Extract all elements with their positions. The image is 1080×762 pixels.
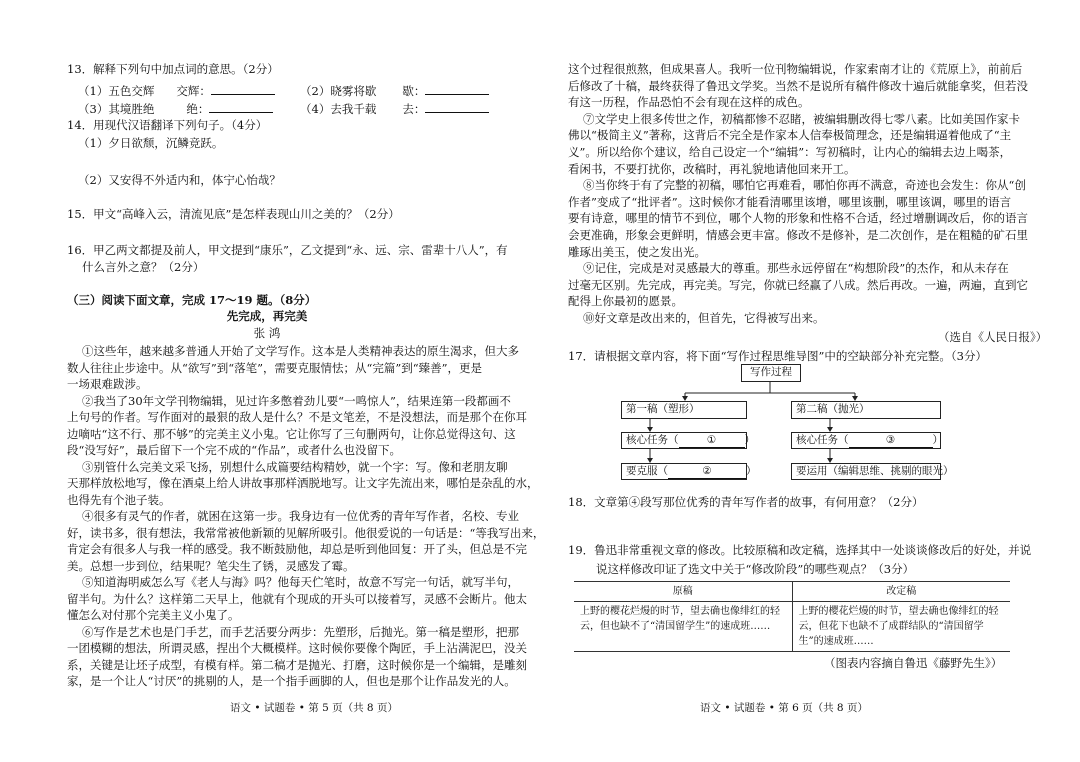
paragraph-line: ⑨记住，完成是对灵感最大的尊重。那些永远停留在“构想阶段”的杰作，和从未存在 xyxy=(583,261,1009,276)
blank-2[interactable]: ② xyxy=(668,464,746,479)
revision-comparison-table xyxy=(574,581,1010,652)
q13-item-1: （1）五色交辉 交辉： xyxy=(78,82,275,99)
mindmap-second-draft: 第二稿（抛光） xyxy=(791,401,941,419)
q18: 18．文章第④段写那位优秀的青年写作者的故事，有何用意？（2分） xyxy=(568,495,924,509)
mindmap-second-draft-use: 要运用（编辑思维、挑剔的眼光） xyxy=(791,463,941,480)
paragraph-line: 边嘀咕“这不行、那不够”的完美主义小鬼。它让你写了三句删两句，让你总觉得这句、这 xyxy=(67,426,516,441)
table-source: （图表内容摘自鲁迅《藤野先生》） xyxy=(824,656,1003,670)
blank-3[interactable]: ③ xyxy=(849,433,933,448)
paragraph-line: 配得上你最初的愿景。 xyxy=(568,294,683,309)
answer-blank[interactable] xyxy=(425,100,489,113)
answer-blank[interactable] xyxy=(209,100,273,113)
article-title: 先完成，再完美 xyxy=(226,309,308,323)
mindmap-first-draft: 第一稿（塑形） xyxy=(621,401,747,419)
q13-item-4: （4）去我千载 去： xyxy=(300,100,489,117)
paragraph-line: 系，关键是让坯子成型，有模有样。第二稿才是抛光、打磨，这时候你是一个编辑，是雕刻 xyxy=(67,657,527,672)
table-cell-original: 上野的樱花烂熳的时节，望去确也像绯红的轻云，但也缺不了“清国留学生”的速成班…… xyxy=(574,602,792,652)
paragraph-line: ①这些年，越来越多普通人开始了文学写作。这本是人类精神表达的原生渴求，但大多 xyxy=(82,344,519,358)
paragraph-line: 也得先有个池子装。 xyxy=(67,492,171,507)
q13-item-3: （3）其境胜绝 绝： xyxy=(78,100,273,117)
q14-stem: 14．用现代汉语翻译下列句子。（4分） xyxy=(67,118,268,132)
answer-blank[interactable] xyxy=(425,82,489,95)
q19-line-2: 说这样修改印证了选文中关于“修改阶段”的哪些观点？（3分） xyxy=(596,562,915,576)
table-cell-final: 上野的樱花烂熳的时节，望去确也像绯红的轻云，但花下也缺不了成群结队的“清国留学生”的速成班…… xyxy=(792,602,1010,652)
q16-line-1: 16．甲乙两文都提及前人，甲文提到“康乐”，乙文提到“永、远、宗、雷辈十八人”，有 xyxy=(67,243,508,257)
page-footer: 语文 • 试题卷 • 第 6 页（共 8 页） xyxy=(700,702,868,714)
paragraph-line: 上句号的作者。写作面对的最狠的敌人是什么？不是文笔差，不是没想法，而是那个在你耳 xyxy=(67,410,527,424)
q14-sentence-1: （1）夕日欲颓，沉鳞竞跃。 xyxy=(78,136,224,150)
paragraph-line: 要有诗意，哪里的情节不到位，哪个人物的形象和性格不合适，经过增删调改后，你的语言 xyxy=(568,211,1028,226)
paragraph-line: 懂怎么对付那个完美主义小鬼了。 xyxy=(67,608,240,622)
mindmap-first-draft-overcome: 要克服（ ② ） xyxy=(621,463,747,480)
paragraph-line: 好，读书多，很有想法，我常常被他新颖的见解所吸引。他很爱说的一句话是：“等我写出来， xyxy=(67,525,545,540)
q16-line-2: 什么言外之意？（2分） xyxy=(82,260,205,274)
paragraph-line: 段“没写好”，最后留下一个完不成的“作品”，或者什么也没留下。 xyxy=(67,443,402,457)
paragraph-line: ⑩好文章是改出来的，但首先，它得被写出来。 xyxy=(583,311,825,325)
paragraph-line: 雕琢出美玉，使之发出光。 xyxy=(568,244,706,259)
paragraph-line: ⑥写作是艺术也是门手艺，而手艺活要分两步：先塑形，后抛光。第一稿是塑形，把那 xyxy=(82,624,519,639)
q17: 17．请根据文章内容，将下面“写作过程思维导图”中的空缺部分补充完整。（3分） xyxy=(568,349,987,363)
paragraph-line: 看闲书，不要打扰你，改稿时，再礼貌地请他回来开工。 xyxy=(568,161,856,176)
q15: 15．甲文“高峰入云，清流见底”是怎样表现山川之美的？（2分） xyxy=(67,207,400,221)
table-header-original: 原稿 xyxy=(574,582,792,602)
answer-blank[interactable] xyxy=(211,82,275,95)
paragraph-line: 肯定会有很多人与我一样的感受。我不断鼓励他，却总是听到他回复：开了头，但总是不完 xyxy=(67,542,527,556)
mindmap-root: 写作过程 xyxy=(741,364,801,382)
q19-line-1: 19．鲁迅非常重视文章的修改。比较原稿和改定稿，选择其中一处谈谈修改后的好处，并说 xyxy=(568,543,1032,557)
paragraph-line: 佛以“极简主义”著称，这背后不完全是作家本人信奉极简理念，还是编辑逼着他成了“主 xyxy=(568,128,1012,143)
paragraph-line: 会更准确，形象会更鲜明，情感会更丰富。修改不是修补，是二次创作，是在粗糙的矿石里 xyxy=(568,228,1028,242)
article-author: 张 鸿 xyxy=(253,326,281,340)
paragraph-line: ④很多有灵气的作者，就困在这第一步。我身边有一位优秀的青年写作者，名校、专业 xyxy=(82,509,519,523)
paragraph-line: ②我当了30年文学刊物编辑，见过许多憋着劲儿要“一鸣惊人”，结果连第一段都画不 xyxy=(82,393,511,408)
paragraph-line: 有这一历程，作品恐怕不会有现在这样的成色。 xyxy=(568,95,810,110)
paragraph-line: ⑦文学史上很多传世之作，初稿都惨不忍睹，被编辑删改得七零八素。比如美国作家卡 xyxy=(583,111,1020,126)
paragraph-line: 美。总想一步到位，结果呢？笔尖生了锈，灵感发了霉。 xyxy=(67,558,355,573)
paragraph-line: 过毫无区别。先完成，再完美。写完，你就已经赢了八成。然后再改。一遍，两遍，直到它 xyxy=(568,277,1028,292)
blank-1[interactable]: ① xyxy=(679,433,745,448)
paragraph-line: ⑤知道海明威怎么写《老人与海》吗？他每天伫笔时，故意不写完一句话，就写半句， xyxy=(82,575,519,589)
table-header-final: 改定稿 xyxy=(792,582,1010,602)
article-source: （选自《人民日报》） xyxy=(938,330,1048,344)
page-footer: 语文 • 试题卷 • 第 5 页（共 8 页） xyxy=(230,702,398,714)
mindmap-first-draft-task: 核心任务（ ① ） xyxy=(621,432,747,449)
paragraph-line: 作者”变成了“批评者”。这时候你才能看清哪里该增，哪里该删，哪里该调，哪里的语言 xyxy=(568,194,1012,209)
q14-sentence-2: （2）又安得不外适内和，体宁心怡哉？ xyxy=(78,173,281,187)
paragraph-line: 后修改了十稿，最终获得了鲁迅文学奖。当然不是说所有稿件修改十遍后就能拿奖，但若没 xyxy=(568,78,1028,93)
paragraph-line: 义”。所以给你个建议，给自己设定一个“编辑”：写初稿时，让内心的编辑去边上喝茶， xyxy=(568,145,1012,159)
paragraph-line: ③别管什么完美文采飞扬，别想什么成篇要结构精妙，就一个字：写。像和老朋友聊 xyxy=(82,459,508,474)
paragraph-line: 数人往往止步途中。从“欲写”到“落笔”，需要克服情怯；从“完篇”到“臻善”，更是 xyxy=(67,360,483,375)
paragraph-line: 一场艰难跋涉。 xyxy=(67,377,148,391)
section-heading: （三）阅读下面文章，完成 17～19 题。（8分） xyxy=(67,293,317,307)
paragraph-line: 一团模糊的想法，所谓灵感，捏出个大概模样。这时候你要像个陶匠，手上沾满泥巴，没关 xyxy=(67,641,527,655)
paragraph-line: 家，是一个让人“讨厌”的挑剔的人，是一个指手画脚的人，但也是那个让作品发光的人。 xyxy=(67,674,516,688)
q13-stem: 13．解释下列句中加点词的意思。（2分） xyxy=(67,62,279,76)
paragraph-line: ⑧当你终于有了完整的初稿，哪怕它再难看，哪怕你再不满意，奇迹也会发生：你从“创 xyxy=(583,178,1026,193)
paragraph-line: 留半句。为什么？这样第二天早上，他就有个现成的开头可以接着写，灵感不会断片。他太 xyxy=(67,591,527,606)
paragraph-line: 这个过程很煎熬，但成果喜人。我听一位刊物编辑说，作家索南才让的《荒原上》，前前后 xyxy=(568,62,1023,76)
mindmap-second-draft-task: 核心任务（ ③ ） xyxy=(791,432,941,449)
paragraph-line: 天那样放松地写，像在酒桌上给人讲故事那样洒脱地写。让文字先流出来，哪怕是杂乱的水， xyxy=(67,476,539,490)
q13-item-2: （2）晓雾将歇 歇： xyxy=(300,82,489,99)
